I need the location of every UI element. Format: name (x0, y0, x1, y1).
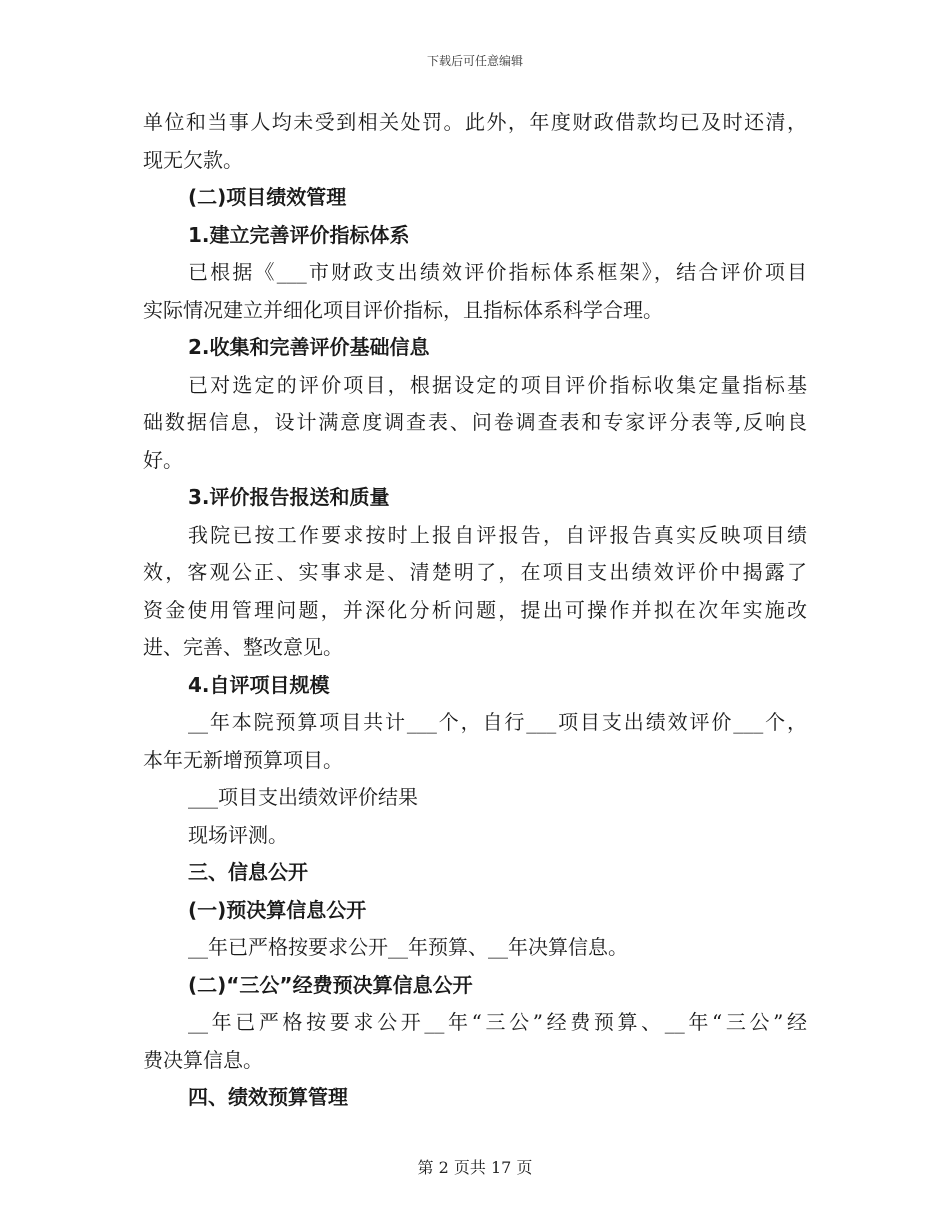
paragraph-line: 实际情况建立并细化项目评价指标，且指标体系科学合理。 (143, 297, 663, 322)
paragraph-line: 已根据《___市财政支出绩效评价指标体系框架》，结合评价项目 (188, 260, 807, 284)
section-heading: (二)项目绩效管理 (188, 185, 347, 209)
paragraph-line: 单位和当事人均未受到相关处罚。此外，年度财政借款均已及时还清， (143, 110, 807, 134)
paragraph-line: 本年无新增预算项目。 (143, 747, 343, 772)
paragraph-line: 现场评测。 (188, 822, 288, 847)
paragraph-line: ___项目支出绩效评价结果 (188, 785, 418, 809)
document-body (143, 104, 807, 1117)
paragraph-line: 现无欠款。 (143, 147, 243, 172)
section-heading: 2.收集和完善评价基础信息 (188, 335, 430, 359)
paragraph-line: 已对选定的评价项目，根据设定的项目评价指标收集定量指标基 (188, 372, 807, 397)
paragraph-line: 费决算信息。 (143, 1047, 263, 1072)
paragraph-line: 资金使用管理问题，并深化分析问题，提出可操作并拟在次年实施改 (143, 597, 807, 622)
section-heading: 3.评价报告报送和质量 (188, 485, 390, 509)
paragraph-line: 进、完善、整改意见。 (143, 635, 343, 659)
paragraph-line: 好。 (143, 447, 183, 472)
section-heading: 三、信息公开 (188, 860, 308, 884)
paragraph-line: 础数据信息，设计满意度调查表、问卷调查表和专家评分表等,反响良 (143, 410, 807, 434)
paragraph-line: 我院已按工作要求按时上报自评报告，自评报告真实反映项目绩 (188, 522, 807, 547)
section-heading: 1.建立完善评价指标体系 (188, 222, 410, 247)
section-heading: 4.自评项目规模 (188, 672, 330, 697)
paragraph-line: 效，客观公正、实事求是、清楚明了，在项目支出绩效评价中揭露了 (143, 560, 807, 584)
section-heading: (一)预决算信息公开 (188, 897, 367, 922)
paragraph-line: __年已严格按要求公开__年“三公”经费预算、__年“三公”经 (188, 1010, 807, 1034)
section-heading: (二)“三公”经费预决算信息公开 (188, 972, 473, 997)
section-heading: 四、绩效预算管理 (188, 1085, 348, 1109)
paragraph-line: __年本院预算项目共计___个，自行___项目支出绩效评价___个， (188, 710, 807, 734)
page-footer: 第 2 页共 17 页 (417, 1158, 533, 1177)
paragraph-line: __年已严格按要求公开__年预算、__年决算信息。 (188, 935, 628, 959)
page-header: 下载后可任意编辑 (426, 54, 523, 68)
